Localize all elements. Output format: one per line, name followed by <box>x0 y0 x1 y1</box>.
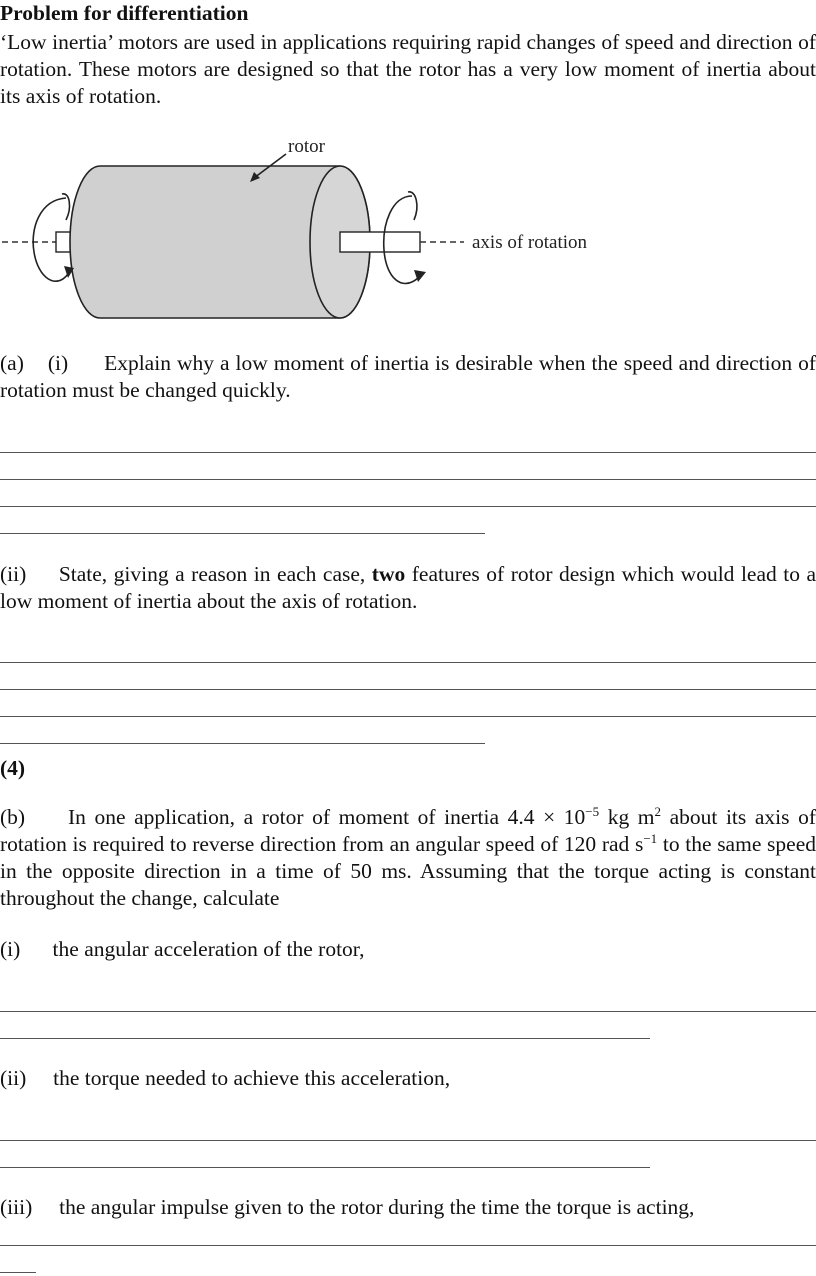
part-b-text: In one application, a rotor of moment of inertia 4.4 × 10 <box>68 805 586 829</box>
answer-line[interactable] <box>0 689 816 690</box>
intro-paragraph: ‘Low inertia’ motors are used in applications requiring rapid changes of speed and direction of rotation. These motors are designed so that the rotor has a very low moment of inertia about its axis of rotation. <box>0 30 816 108</box>
answer-line[interactable] <box>0 533 485 534</box>
exponent: −5 <box>585 803 600 819</box>
part-a-ii-bold-word: two <box>371 562 406 586</box>
axis-label: axis of rotation <box>472 232 588 253</box>
part-a-i-label: (i) <box>47 351 69 375</box>
part-b-ii-label: (ii) <box>0 1066 27 1090</box>
part-b-i-text: the angular acceleration of the rotor, <box>52 937 365 961</box>
part-b-text-end: to the same speed in the opposite direction in a time of 50 ms. Assuming that the torque acting is constant throughout the change, calculate <box>0 832 816 910</box>
part-a-ii-text: State, giving a reason in each case, <box>58 562 366 586</box>
part-b-i-label: (i) <box>0 937 21 961</box>
part-b-unit: kg m <box>599 805 655 829</box>
rotor-diagram <box>0 128 816 328</box>
part-b-text-continued: about its axis of rotation is required to reverse direction from an angular speed of 120 rad s <box>0 805 816 856</box>
part-a-i-question <box>0 350 816 404</box>
part-a-ii-text-continued: features of rotor design which would lead to a low moment of inertia about the axis of rotation. <box>0 562 816 613</box>
answer-line[interactable] <box>0 1140 816 1141</box>
answer-line[interactable] <box>0 716 816 717</box>
answer-line[interactable] <box>0 1167 650 1168</box>
part-b-iii-question <box>0 1194 816 1221</box>
part-a-ii-label: (ii) <box>0 562 27 586</box>
marks-label: (4) <box>0 756 26 780</box>
part-b-iii-text: the angular impulse given to the rotor during the time the torque is acting, <box>59 1195 695 1219</box>
answer-line[interactable] <box>0 662 816 663</box>
answer-line[interactable] <box>0 479 816 480</box>
part-a-label: (a) <box>0 351 24 375</box>
answer-line[interactable] <box>0 1245 816 1246</box>
part-b-iii-label: (iii) <box>0 1195 33 1219</box>
answer-line[interactable] <box>0 506 816 507</box>
part-b-ii-question <box>0 1065 816 1092</box>
part-b-question <box>0 804 816 912</box>
answer-line[interactable] <box>0 1011 816 1012</box>
exponent: 2 <box>654 803 662 819</box>
part-b-ii-text: the torque needed to achieve this acceleration, <box>53 1066 451 1090</box>
page-title: Problem for differentiation <box>0 1 249 25</box>
part-a-i-text: Explain why a low moment of inertia is desirable when the speed and direction of rotation must be changed quickly. <box>0 351 816 402</box>
part-b-label: (b) <box>0 805 26 829</box>
part-a-ii-question <box>0 561 816 615</box>
right-shaft <box>340 232 420 252</box>
exponent: −1 <box>643 830 658 846</box>
part-b-i-question <box>0 936 816 963</box>
answer-line[interactable] <box>0 1272 36 1273</box>
answer-line[interactable] <box>0 1038 650 1039</box>
answer-line[interactable] <box>0 452 816 453</box>
rotor-label: rotor <box>288 136 325 157</box>
answer-line[interactable] <box>0 743 485 744</box>
